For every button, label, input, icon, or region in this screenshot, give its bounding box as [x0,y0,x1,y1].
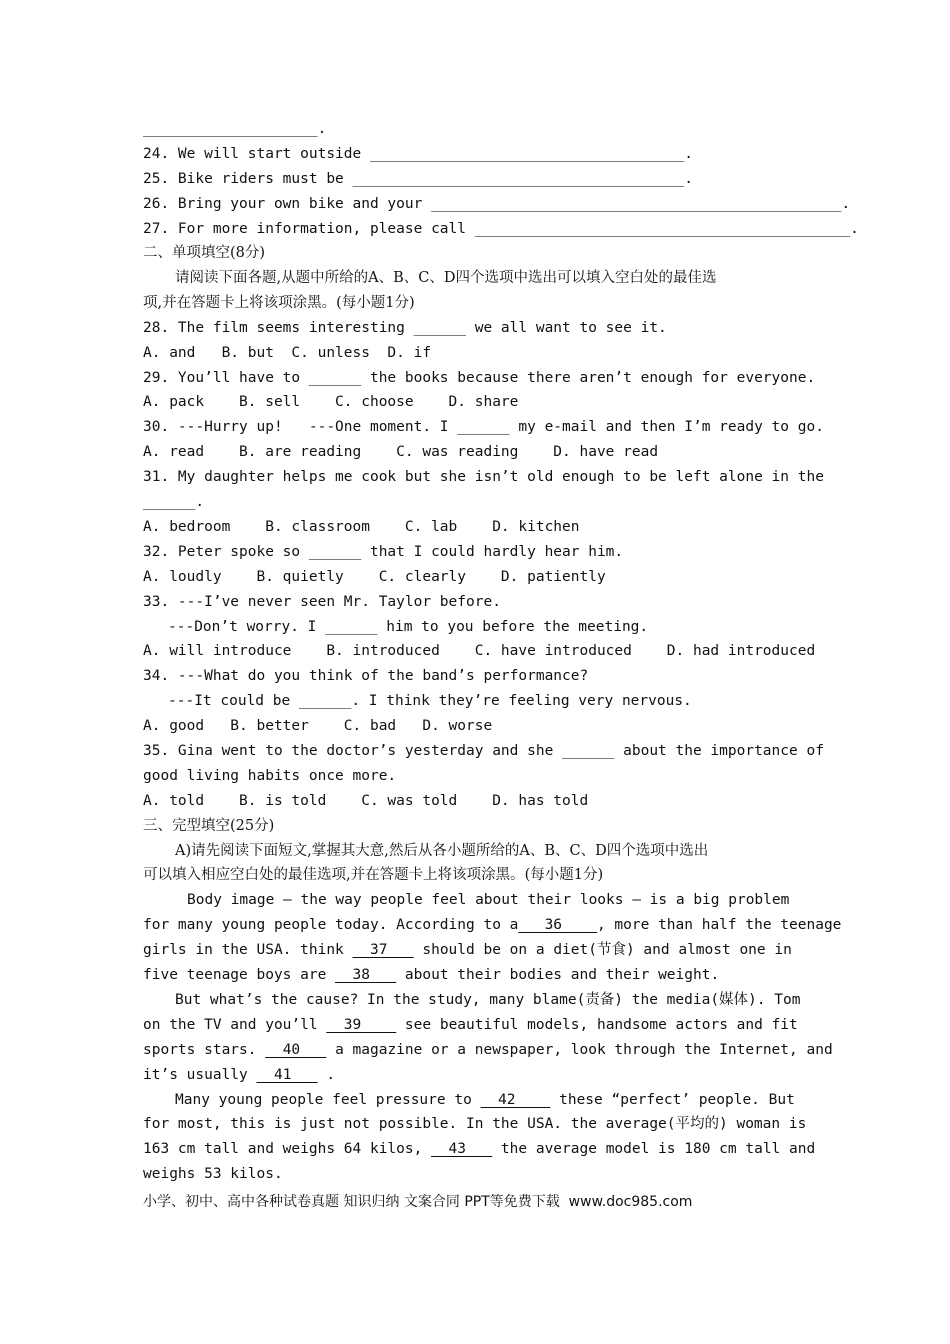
question-34: 34. ---What do you think of the band’s performance? [143,668,589,684]
passage-line-12: weighs 53 kilos. [143,1166,283,1182]
question-24: 24. We will start outside ____________________________________. [143,146,693,162]
passage-line-6: on the TV and you’ll 39 see beautiful models, handsome actors and fit [143,1017,798,1033]
question-30: 30. ---Hurry up! ---One moment. I ______ my e-mail and then I’m ready to go. [143,419,824,435]
passage-line-10: for most, this is just not possible. In the USA. the average(平均的) woman is [143,1116,807,1132]
passage-line-7: sports stars. 40 a magazine or a newspaper, look through the Internet, and [143,1042,833,1058]
blank-39: 39 [326,1017,397,1033]
passage-line-1: Body image – the way people feel about their looks – is a big problem [187,892,790,908]
passage-line-3: girls in the USA. think 37 should be on a diet(节食) and almost one in [143,942,792,958]
question-29: 29. You’ll have to ______ the books because there aren’t enough for everyone. [143,370,816,386]
blank-38: 38 [335,967,397,983]
section-2-heading: 二、单项填空(8分) [143,245,266,261]
question-28-options: A. and B. but C. unless D. if [143,345,432,361]
question-34-reply: ---It could be ______. I think they’re feeling very nervous. [168,693,692,709]
section-2-instructions-line1: 请阅读下面各题,从题中所给的A、B、C、D四个选项中选出可以填入空白处的最佳选 [175,270,717,286]
question-32: 32. Peter spoke so ______ that I could hardly hear him. [143,544,624,560]
answer-line-23-tail: ____________________. [143,121,327,137]
section-3-heading: 三、完型填空(25分) [143,818,275,834]
question-31-options: A. bedroom B. classroom C. lab D. kitchen [143,519,580,535]
question-35-continued: good living habits once more. [143,768,397,784]
question-26: 26. Bring your own bike and your _______________________________________________. [143,196,851,212]
passage-line-8: it’s usually 41 . [143,1067,336,1083]
question-30-options: A. read B. are reading C. was reading D. have read [143,444,659,460]
section-2-instructions-line2: 项,并在答题卡上将该项涂黑。(每小题1分) [143,295,415,311]
question-27: 27. For more information, please call ___________________________________________. [143,221,859,237]
question-35-options: A. told B. is told C. was told D. has told [143,793,589,809]
passage-line-11: 163 cm tall and weighs 64 kilos, 43 the average model is 180 cm tall and [143,1141,816,1157]
section-3-instructions-line1: A)请先阅读下面短文,掌握其大意,然后从各小题所给的A、B、C、D四个选项中选出 [175,843,709,859]
blank-43: 43 [431,1141,493,1157]
question-34-options: A. good B. better C. bad D. worse [143,718,493,734]
passage-line-2: for many young people today. According to a 36 , more than half the teenage [143,917,842,933]
question-31-continued: ______. [143,494,205,510]
question-32-options: A. loudly B. quietly C. clearly D. patiently [143,569,606,585]
question-25: 25. Bike riders must be ______________________________________. [143,171,693,187]
question-29-options: A. pack B. sell C. choose D. share [143,394,519,410]
question-31: 31. My daughter helps me cook but she isn’t old enough to be left alone in the [143,469,824,485]
blank-41: 41 [256,1067,318,1083]
question-35: 35. Gina went to the doctor’s yesterday and she ______ about the importance of [143,743,824,759]
page-footer: 小学、初中、高中各种试卷真题 知识归纳 文案合同 PPT等免费下载 www.doc985.com [143,1194,693,1210]
question-33-options: A. will introduce B. introduced C. have introduced D. had introduced [143,643,816,659]
section-3-instructions-line2: 可以填入相应空白处的最佳选项,并在答题卡上将该项涂黑。(每小题1分) [143,867,604,883]
blank-37: 37 [352,942,414,958]
question-33-reply: ---Don’t worry. I ______ him to you before the meeting. [168,619,649,635]
blank-42: 42 [480,1092,551,1108]
passage-line-4: five teenage boys are 38 about their bodies and their weight. [143,967,720,983]
blank-36: 36 [518,917,597,933]
blank-40: 40 [265,1042,327,1058]
passage-line-5: But what’s the cause? In the study, many blame(责备) the media(媒体). Tom [175,992,801,1008]
question-33: 33. ---I’ve never seen Mr. Taylor before. [143,594,501,610]
passage-line-9: Many young people feel pressure to 42 these “perfect’ people. But [175,1092,795,1108]
question-28: 28. The film seems interesting ______ we all want to see it. [143,320,667,336]
